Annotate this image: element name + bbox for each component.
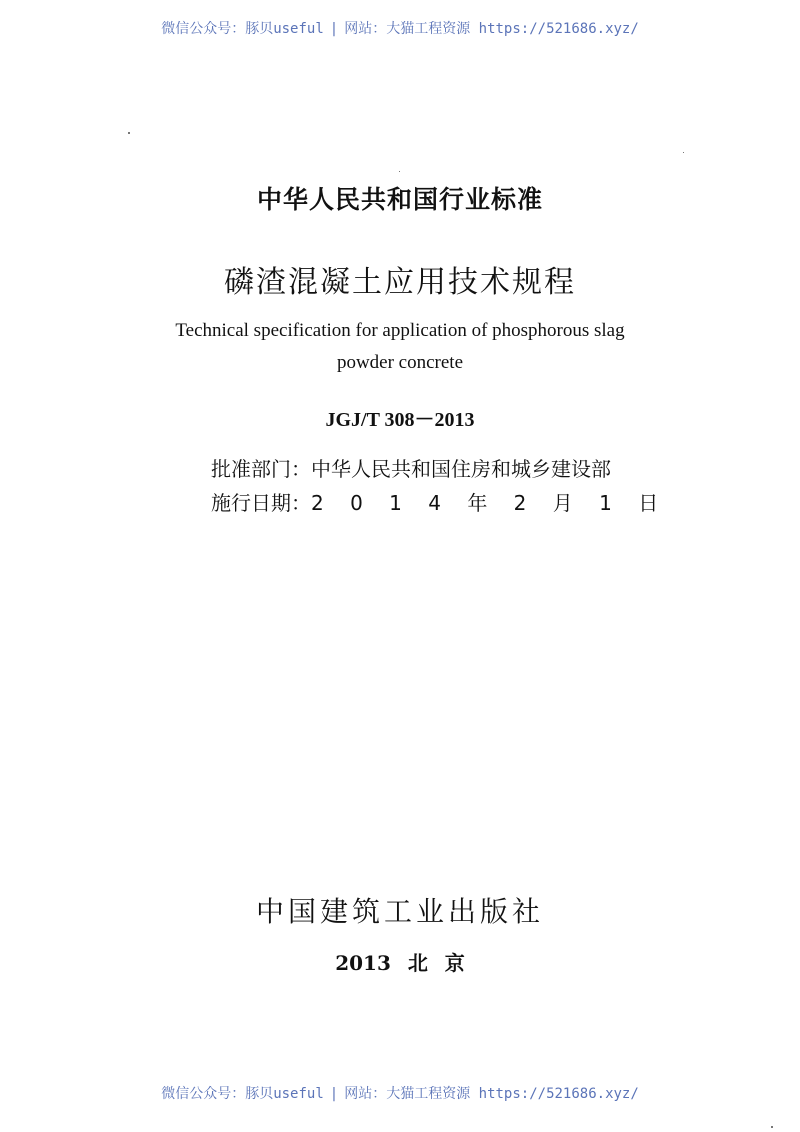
- watermark-wechat: 微信公众号：豚贝useful: [161, 1086, 324, 1102]
- scan-speck: [399, 171, 400, 172]
- publisher-name: 中国建筑工业出版社: [255, 895, 544, 928]
- standard-code: JGJ/T 308－2013: [325, 409, 475, 431]
- standard-category: 中华人民共和国行业标准: [256, 185, 543, 214]
- approval-row: [211, 452, 668, 486]
- watermark-wechat: 微信公众号：豚贝useful: [161, 21, 324, 37]
- scan-speck: [771, 1126, 773, 1128]
- watermark-website: 网站：大猫工程资源 https://521686.xyz/: [344, 1086, 639, 1102]
- effective-date-value: 2 0 1 4 年 2 月 1 日: [311, 491, 669, 515]
- watermark-separator: |: [329, 1086, 339, 1102]
- watermark-bottom: [0, 1083, 800, 1103]
- effective-date-row: [211, 486, 668, 520]
- watermark-separator: |: [329, 21, 339, 37]
- approval-value: 中华人民共和国住房和城乡建设部: [311, 457, 611, 481]
- approval-label: 批准部门：: [211, 457, 311, 481]
- title-english-line-2: powder concrete: [336, 352, 464, 373]
- scan-speck: [683, 152, 684, 153]
- title-english-line-1: Technical specification for application of phosphorous slag: [175, 320, 625, 341]
- effective-date-label: 施行日期：: [211, 491, 311, 515]
- title-chinese: 磷渣混凝土应用技术规程: [224, 265, 576, 300]
- publish-place-year: 2013 北 京: [335, 951, 465, 975]
- scan-speck: [128, 132, 130, 134]
- watermark-website: 网站：大猫工程资源 https://521686.xyz/: [344, 21, 639, 37]
- watermark-top: [0, 18, 800, 38]
- approval-info: [211, 452, 668, 520]
